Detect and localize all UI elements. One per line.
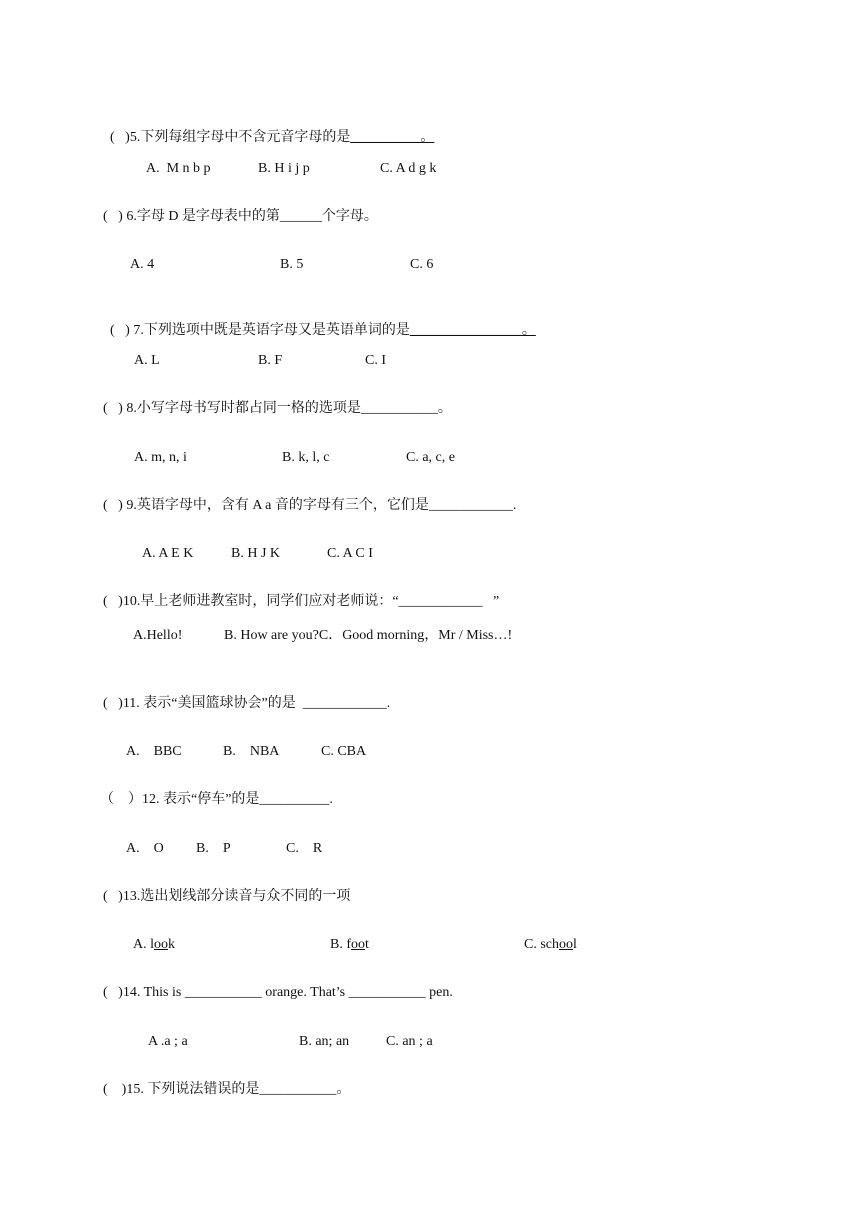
question-14-option-b: B. an; an (299, 1034, 350, 1049)
option-a-prefix: A. l (133, 937, 154, 952)
option-a-suffix: k (168, 937, 175, 952)
question-5-end-text: 。 (420, 130, 435, 145)
question-11-option-a: A. BBC (126, 744, 182, 759)
question-5-option-c: C. A d g k (380, 161, 437, 176)
question-5-stem-text: ( )5.下列每组字母中不含元音字母的是 (110, 130, 351, 145)
option-b-suffix: t (365, 937, 369, 952)
question-7-option-c: C. I (365, 353, 386, 368)
question-6-option-a: A. 4 (130, 257, 155, 272)
question-11-option-b: B. NBA (223, 744, 280, 759)
question-7-option-a: A. L (134, 353, 160, 368)
question-5-option-b: B. H i j p (258, 161, 310, 176)
question-10-stem: ( )10.早上老师进教室时，同学们应对老师说：“____________ ” (103, 594, 500, 609)
question-13-option-a (133, 936, 175, 954)
question-11-stem: ( )11. 表示“美国篮球协会”的是 ____________. (103, 696, 391, 711)
question-7-stem-text: ( ) 7.下列选项中既是英语字母又是英语单词的是 (110, 323, 410, 338)
option-b-underlined: oo (351, 937, 365, 952)
question-12-stem: （ ）12. 表示“停车”的是__________. (100, 792, 333, 807)
question-13-option-c (524, 936, 577, 954)
question-8-option-c: C. a, c, e (406, 450, 455, 465)
question-5-option-a: A. M n b p (146, 161, 211, 176)
question-12-option-c: C. R (286, 841, 323, 856)
option-c-prefix: C. sch (524, 937, 559, 952)
question-7-blank (410, 323, 536, 338)
question-9-option-a: A. A E K (142, 546, 194, 561)
question-7-end-text: 。 (521, 323, 536, 338)
question-13-stem: ( )13.选出划线部分读音与众不同的一项 (103, 889, 351, 904)
question-15-stem: ( )15. 下列说法错误的是___________。 (103, 1082, 351, 1097)
option-b-prefix: B. f (330, 937, 351, 952)
question-5-blank (350, 130, 434, 145)
question-10-option-a: A.Hello! (133, 628, 183, 643)
question-8-stem: ( ) 8.小写字母书写时都占同一格的选项是___________。 (103, 401, 452, 416)
question-11-option-c: C. CBA (321, 744, 367, 759)
question-9-stem: ( ) 9.英语字母中，含有 A a 音的字母有三个，它们是____________. (103, 498, 517, 513)
option-a-underlined: oo (154, 937, 168, 952)
question-5-stem (103, 111, 434, 147)
option-c-suffix: l (573, 937, 577, 952)
question-12-option-a: A. O (126, 841, 164, 856)
question-5-blank-text: __________ (350, 130, 421, 145)
option-c-underlined: oo (559, 937, 573, 952)
question-6-option-c: C. 6 (410, 257, 434, 272)
question-7-option-b: B. F (258, 353, 283, 368)
question-7-blank-text: ________________ (409, 323, 522, 338)
question-14-option-a: A .a ; a (148, 1034, 188, 1049)
question-8-option-a: A. m, n, i (134, 450, 187, 465)
question-10-option-bc: B. How are you?C．Good morning，Mr / Miss…! (224, 628, 513, 643)
question-8-option-b: B. k, l, c (282, 450, 330, 465)
question-9-option-c: C. A C I (327, 546, 373, 561)
question-14-option-c: C. an ; a (386, 1034, 433, 1049)
question-13-option-b (330, 936, 369, 954)
question-7-stem (103, 304, 536, 340)
question-6-stem: ( ) 6.字母 D 是字母表中的第______个字母。 (103, 209, 378, 224)
question-12-option-b: B. P (196, 841, 231, 856)
question-14-stem: ( )14. This is ___________ orange. That’s ___________ pen. (103, 985, 453, 1000)
question-6-option-b: B. 5 (280, 257, 304, 272)
question-9-option-b: B. H J K (231, 546, 281, 561)
